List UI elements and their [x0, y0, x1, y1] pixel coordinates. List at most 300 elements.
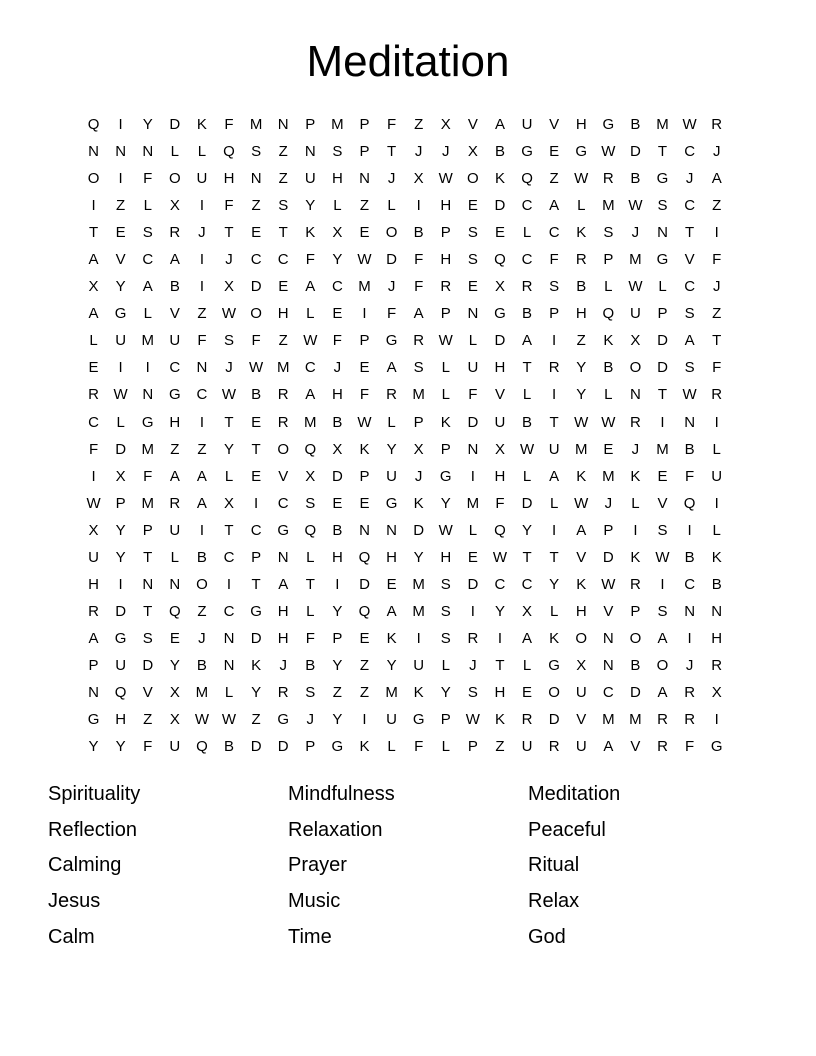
grid-letter: X — [332, 224, 343, 242]
grid-letter: T — [224, 224, 234, 242]
grid-letter: Q — [196, 738, 208, 756]
grid-letter: M — [412, 386, 425, 404]
grid-letter: N — [88, 684, 99, 701]
grid-letter: N — [250, 170, 262, 188]
grid-letter: I — [416, 197, 421, 215]
grid-letter: G — [710, 738, 723, 756]
grid-letter: G — [521, 143, 533, 161]
grid-letter: C — [684, 143, 696, 161]
grid-letter: Q — [602, 305, 615, 323]
grid-letter: J — [712, 143, 721, 161]
grid-letter: Z — [251, 197, 261, 215]
grid-letter: P — [440, 711, 451, 729]
grid-letter: X — [522, 602, 533, 620]
grid-letter: G — [277, 521, 290, 539]
grid-letter: C — [684, 278, 696, 296]
grid-letter: S — [603, 224, 614, 242]
grid-letter: P — [251, 548, 262, 566]
grid-letter: G — [494, 305, 506, 323]
grid-letter: W — [357, 413, 372, 431]
grid-letter: B — [494, 143, 505, 161]
grid-letter: L — [658, 278, 667, 296]
grid-letter: Y — [332, 656, 343, 674]
grid-letter: O — [385, 224, 398, 242]
word-list — [48, 777, 768, 955]
grid-letter: N — [223, 629, 235, 647]
grid-letter: L — [387, 738, 396, 756]
grid-letter: M — [304, 413, 317, 431]
grid-letter: U — [711, 467, 723, 485]
grid-letter: M — [385, 684, 398, 701]
grid-letter: F — [305, 629, 315, 647]
grid-letter: Y — [224, 440, 235, 458]
grid-letter: R — [169, 224, 181, 242]
grid-letter: W — [357, 251, 372, 269]
grid-letter: H — [575, 305, 587, 323]
grid-letter: U — [630, 305, 641, 323]
grid-letter: V — [467, 116, 478, 134]
grid-letter: K — [576, 575, 587, 593]
grid-letter: B — [196, 548, 207, 566]
grid-letter: K — [359, 738, 370, 756]
grid-letter: V — [142, 684, 153, 701]
grid-letter: A — [549, 197, 560, 215]
grid-letter: C — [250, 251, 262, 269]
grid-letter: G — [575, 143, 588, 161]
grid-letter: G — [168, 386, 181, 404]
grid-letter: I — [199, 278, 204, 296]
grid-letter: L — [170, 143, 179, 161]
grid-letter: Y — [522, 521, 533, 539]
grid-letter: A — [494, 116, 505, 134]
word-list-item: Peaceful — [528, 818, 606, 841]
grid-letter: E — [359, 359, 370, 377]
grid-letter: Z — [143, 711, 153, 729]
grid-letter: K — [576, 467, 587, 485]
grid-letter: G — [141, 413, 154, 431]
grid-letter: L — [441, 656, 450, 674]
word-list-item: Calming — [48, 854, 122, 877]
grid-letter: T — [495, 656, 505, 674]
grid-letter: P — [142, 521, 153, 539]
grid-letter: G — [656, 251, 669, 269]
grid-letter: W — [492, 548, 508, 566]
grid-letter: D — [630, 143, 641, 161]
grid-letter: E — [494, 224, 505, 242]
word-list-item: Ritual — [528, 854, 580, 877]
grid-letter: S — [224, 332, 235, 350]
grid-letter: M — [629, 711, 642, 729]
grid-letter: Y — [332, 711, 343, 729]
grid-letter: R — [602, 170, 614, 188]
grid-letter: P — [603, 521, 614, 539]
grid-letter: N — [630, 386, 641, 404]
word-list-item: Reflection — [48, 818, 137, 841]
grid-letter: C — [169, 359, 181, 377]
grid-letter: A — [196, 494, 207, 512]
word-list-item: Prayer — [288, 854, 347, 877]
grid-letter: H — [440, 251, 452, 269]
grid-letter: P — [305, 738, 316, 756]
grid-letter: G — [656, 170, 669, 188]
grid-letter: A — [522, 332, 533, 350]
grid-letter: M — [602, 197, 615, 215]
grid-letter: V — [549, 116, 560, 134]
grid-letter: X — [88, 278, 99, 296]
grid-letter: F — [386, 116, 397, 134]
grid-letter: T — [657, 386, 668, 404]
grid-letter: A — [88, 629, 99, 647]
grid-letter: L — [604, 386, 613, 404]
grid-letter: I — [714, 224, 719, 242]
grid-letter: S — [278, 197, 289, 215]
grid-letter: P — [440, 305, 451, 323]
grid-letter: M — [412, 602, 425, 620]
grid-letter: I — [687, 521, 692, 539]
grid-letter: O — [196, 575, 208, 593]
grid-letter: D — [250, 278, 262, 296]
grid-letter: S — [440, 602, 451, 620]
grid-letter: T — [278, 224, 288, 242]
grid-letter: U — [467, 359, 479, 377]
grid-letter: Y — [413, 548, 424, 566]
grid-letter: D — [494, 197, 506, 215]
grid-letter: Y — [88, 738, 99, 756]
grid-letter: Z — [712, 197, 722, 215]
grid-letter: E — [251, 467, 262, 485]
grid-letter: S — [657, 521, 668, 539]
grid-letter: E — [657, 467, 668, 485]
grid-letter: G — [439, 467, 452, 485]
grid-letter: Q — [87, 116, 100, 134]
grid-letter: S — [549, 278, 560, 296]
grid-letter: T — [657, 143, 668, 161]
grid-letter: E — [603, 440, 614, 458]
grid-letter: F — [414, 251, 424, 269]
grid-letter: H — [494, 359, 506, 377]
grid-letter: R — [657, 738, 668, 756]
grid-letter: H — [440, 548, 452, 566]
grid-letter: F — [143, 467, 153, 485]
grid-letter: B — [630, 116, 641, 134]
grid-letter: V — [494, 386, 505, 404]
grid-letter: O — [467, 170, 479, 188]
grid-letter: M — [141, 332, 154, 350]
grid-letter: I — [714, 413, 719, 431]
grid-letter: C — [521, 251, 533, 269]
grid-letter: Q — [683, 494, 696, 512]
grid-letter: Y — [440, 494, 451, 512]
grid-letter: B — [413, 224, 424, 242]
grid-letter: H — [169, 413, 181, 431]
grid-letter: V — [630, 738, 641, 756]
grid-letter: K — [549, 629, 560, 647]
grid-letter: X — [576, 656, 587, 674]
word-list-item: Meditation — [528, 783, 621, 805]
grid-letter: W — [519, 440, 535, 458]
grid-letter: P — [332, 629, 343, 647]
grid-letter: M — [602, 711, 615, 729]
grid-letter: I — [118, 116, 123, 134]
grid-letter: V — [169, 305, 180, 323]
grid-letter: S — [684, 359, 695, 377]
grid-letter: X — [169, 684, 180, 701]
grid-letter: M — [629, 251, 642, 269]
grid-letter: Y — [332, 602, 343, 620]
grid-letter: K — [630, 467, 641, 485]
grid-letter: R — [88, 602, 99, 620]
word-search-grid — [80, 111, 730, 760]
grid-letter: I — [552, 521, 557, 539]
grid-letter: M — [358, 278, 371, 296]
grid-letter: D — [386, 251, 397, 269]
grid-letter: D — [467, 413, 479, 431]
grid-letter: L — [577, 197, 586, 215]
grid-letter: S — [305, 494, 316, 512]
grid-letter: B — [522, 413, 533, 431]
grid-letter: T — [224, 521, 234, 539]
grid-letter: P — [359, 332, 370, 350]
word-list-item: Relax — [528, 890, 580, 913]
grid-letter: L — [387, 413, 396, 431]
grid-letter: I — [552, 332, 557, 350]
grid-letter: A — [522, 629, 533, 647]
grid-letter: U — [413, 656, 425, 674]
grid-letter: A — [711, 170, 722, 188]
grid-letter: L — [468, 521, 478, 539]
grid-letter: Z — [549, 170, 559, 188]
grid-letter: I — [362, 711, 367, 729]
grid-letter: W — [221, 711, 237, 729]
grid-letter: K — [630, 548, 641, 566]
grid-letter: Y — [115, 278, 126, 296]
grid-letter: Z — [197, 602, 207, 620]
grid-letter: N — [196, 359, 208, 377]
grid-letter: Y — [115, 548, 126, 566]
grid-letter: T — [386, 143, 397, 161]
grid-letter: D — [413, 521, 425, 539]
grid-letter: R — [711, 386, 723, 404]
grid-letter: D — [115, 440, 127, 458]
grid-letter: L — [143, 305, 152, 323]
grid-letter: X — [224, 278, 235, 296]
grid-letter: S — [440, 629, 451, 647]
grid-letter: V — [278, 467, 289, 485]
grid-letter: S — [251, 143, 262, 161]
grid-letter: R — [548, 738, 560, 756]
grid-letter: C — [196, 386, 208, 404]
grid-letter: J — [469, 656, 477, 674]
grid-letter: I — [118, 575, 123, 593]
grid-letter: K — [413, 494, 424, 512]
grid-letter: F — [712, 251, 722, 269]
grid-letter: D — [467, 575, 479, 593]
grid-letter: C — [277, 251, 289, 269]
grid-letter: Y — [549, 575, 560, 593]
grid-letter: L — [468, 332, 478, 350]
grid-letter: W — [221, 386, 237, 404]
grid-letter: I — [687, 629, 692, 647]
grid-letter: N — [88, 143, 99, 161]
grid-letter: L — [549, 494, 559, 512]
grid-letter: I — [199, 413, 204, 431]
grid-letter: I — [118, 170, 123, 188]
grid-letter: X — [413, 440, 424, 458]
grid-letter: Y — [305, 197, 316, 215]
grid-letter: F — [685, 738, 695, 756]
grid-letter: N — [602, 629, 614, 647]
grid-letter: Q — [114, 684, 127, 701]
grid-letter: X — [440, 116, 451, 134]
grid-letter: M — [141, 494, 154, 512]
grid-letter: M — [602, 467, 615, 485]
grid-letter: L — [224, 684, 234, 701]
grid-letter: U — [386, 711, 397, 729]
grid-letter: C — [521, 197, 533, 215]
grid-letter: R — [277, 386, 289, 404]
grid-letter: X — [332, 440, 343, 458]
grid-letter: N — [386, 521, 397, 539]
grid-letter: Z — [332, 684, 342, 701]
grid-letter: J — [225, 359, 233, 377]
grid-letter: P — [657, 305, 668, 323]
grid-letter: J — [631, 440, 640, 458]
grid-letter: B — [603, 359, 614, 377]
grid-letter: R — [413, 332, 425, 350]
grid-letter: D — [331, 467, 343, 485]
grid-letter: U — [115, 656, 127, 674]
grid-letter: F — [549, 251, 559, 269]
grid-letter: V — [115, 251, 126, 269]
grid-letter: O — [277, 440, 290, 458]
grid-letter: U — [115, 332, 127, 350]
grid-letter: I — [254, 494, 259, 512]
grid-letter: W — [574, 170, 589, 188]
grid-letter: N — [359, 170, 370, 188]
grid-letter: W — [628, 197, 643, 215]
grid-letter: V — [576, 711, 587, 729]
grid-letter: L — [522, 467, 532, 485]
grid-letter: D — [169, 116, 181, 134]
grid-letter: D — [115, 602, 127, 620]
word-list-item: Relaxation — [288, 818, 383, 841]
grid-letter: Z — [251, 711, 261, 729]
grid-letter: K — [494, 711, 505, 729]
grid-letter: N — [467, 440, 479, 458]
grid-letter: X — [630, 332, 641, 350]
grid-letter: D — [277, 738, 289, 756]
grid-letter: Q — [494, 251, 506, 269]
grid-letter: T — [549, 413, 559, 431]
grid-letter: W — [194, 711, 209, 729]
grid-letter: E — [169, 629, 180, 647]
grid-letter: U — [521, 116, 533, 134]
grid-letter: J — [414, 143, 423, 161]
grid-letter: D — [602, 548, 614, 566]
grid-letter: W — [86, 494, 101, 512]
grid-letter: K — [413, 684, 424, 701]
grid-letter: N — [467, 305, 479, 323]
grid-letter: R — [575, 251, 587, 269]
grid-letter: Q — [358, 548, 371, 566]
grid-letter: S — [142, 629, 153, 647]
grid-letter: L — [197, 143, 207, 161]
grid-letter: U — [304, 170, 316, 188]
grid-letter: F — [359, 386, 370, 404]
grid-letter: R — [521, 278, 533, 296]
grid-letter: Z — [116, 197, 126, 215]
grid-letter: Y — [251, 684, 262, 701]
grid-letter: E — [332, 494, 343, 512]
grid-letter: F — [305, 251, 315, 269]
grid-letter: L — [441, 359, 450, 377]
grid-letter: G — [602, 116, 615, 134]
grid-letter: H — [88, 575, 99, 593]
grid-letter: Z — [576, 332, 586, 350]
grid-letter: Y — [494, 602, 505, 620]
word-list-column — [288, 777, 528, 955]
grid-letter: M — [195, 684, 209, 701]
grid-letter: J — [279, 656, 287, 674]
grid-letter: N — [684, 413, 696, 431]
grid-letter: W — [221, 305, 237, 323]
grid-letter: I — [118, 359, 123, 377]
grid-letter: U — [169, 738, 181, 756]
grid-letter: J — [225, 251, 233, 269]
grid-letter: I — [660, 575, 665, 593]
grid-letter: Q — [358, 602, 371, 620]
grid-letter: Z — [197, 440, 207, 458]
grid-letter: E — [115, 224, 126, 242]
grid-letter: T — [251, 575, 261, 593]
grid-letter: W — [601, 413, 616, 431]
grid-letter: A — [169, 467, 180, 485]
grid-letter: J — [333, 359, 342, 377]
grid-letter: O — [629, 359, 642, 377]
grid-letter: F — [414, 278, 424, 296]
grid-letter: B — [576, 278, 587, 296]
grid-letter: H — [575, 116, 587, 134]
grid-letter: T — [522, 548, 532, 566]
grid-letter: R — [711, 656, 723, 674]
grid-letter: J — [414, 467, 423, 485]
grid-letter: C — [223, 602, 235, 620]
grid-letter: T — [251, 440, 261, 458]
grid-letter: S — [332, 143, 343, 161]
grid-letter: Z — [359, 656, 370, 674]
word-list-column — [528, 777, 768, 955]
grid-letter: H — [223, 170, 235, 188]
grid-letter: T — [88, 224, 99, 242]
grid-letter: R — [684, 711, 696, 729]
grid-letter: C — [602, 684, 614, 701]
grid-letter: K — [603, 332, 614, 350]
grid-letter: A — [88, 251, 99, 269]
grid-letter: A — [386, 359, 397, 377]
grid-letter: C — [277, 494, 289, 512]
grid-letter: B — [332, 521, 343, 539]
grid-letter: H — [331, 386, 343, 404]
grid-letter: G — [250, 602, 262, 620]
grid-letter: V — [684, 251, 695, 269]
grid-letter: D — [250, 629, 262, 647]
grid-letter: W — [628, 278, 643, 296]
grid-letter: S — [142, 224, 153, 242]
grid-letter: S — [413, 359, 424, 377]
grid-letter: W — [574, 494, 589, 512]
grid-letter: K — [305, 224, 316, 242]
grid-letter: M — [249, 116, 263, 134]
